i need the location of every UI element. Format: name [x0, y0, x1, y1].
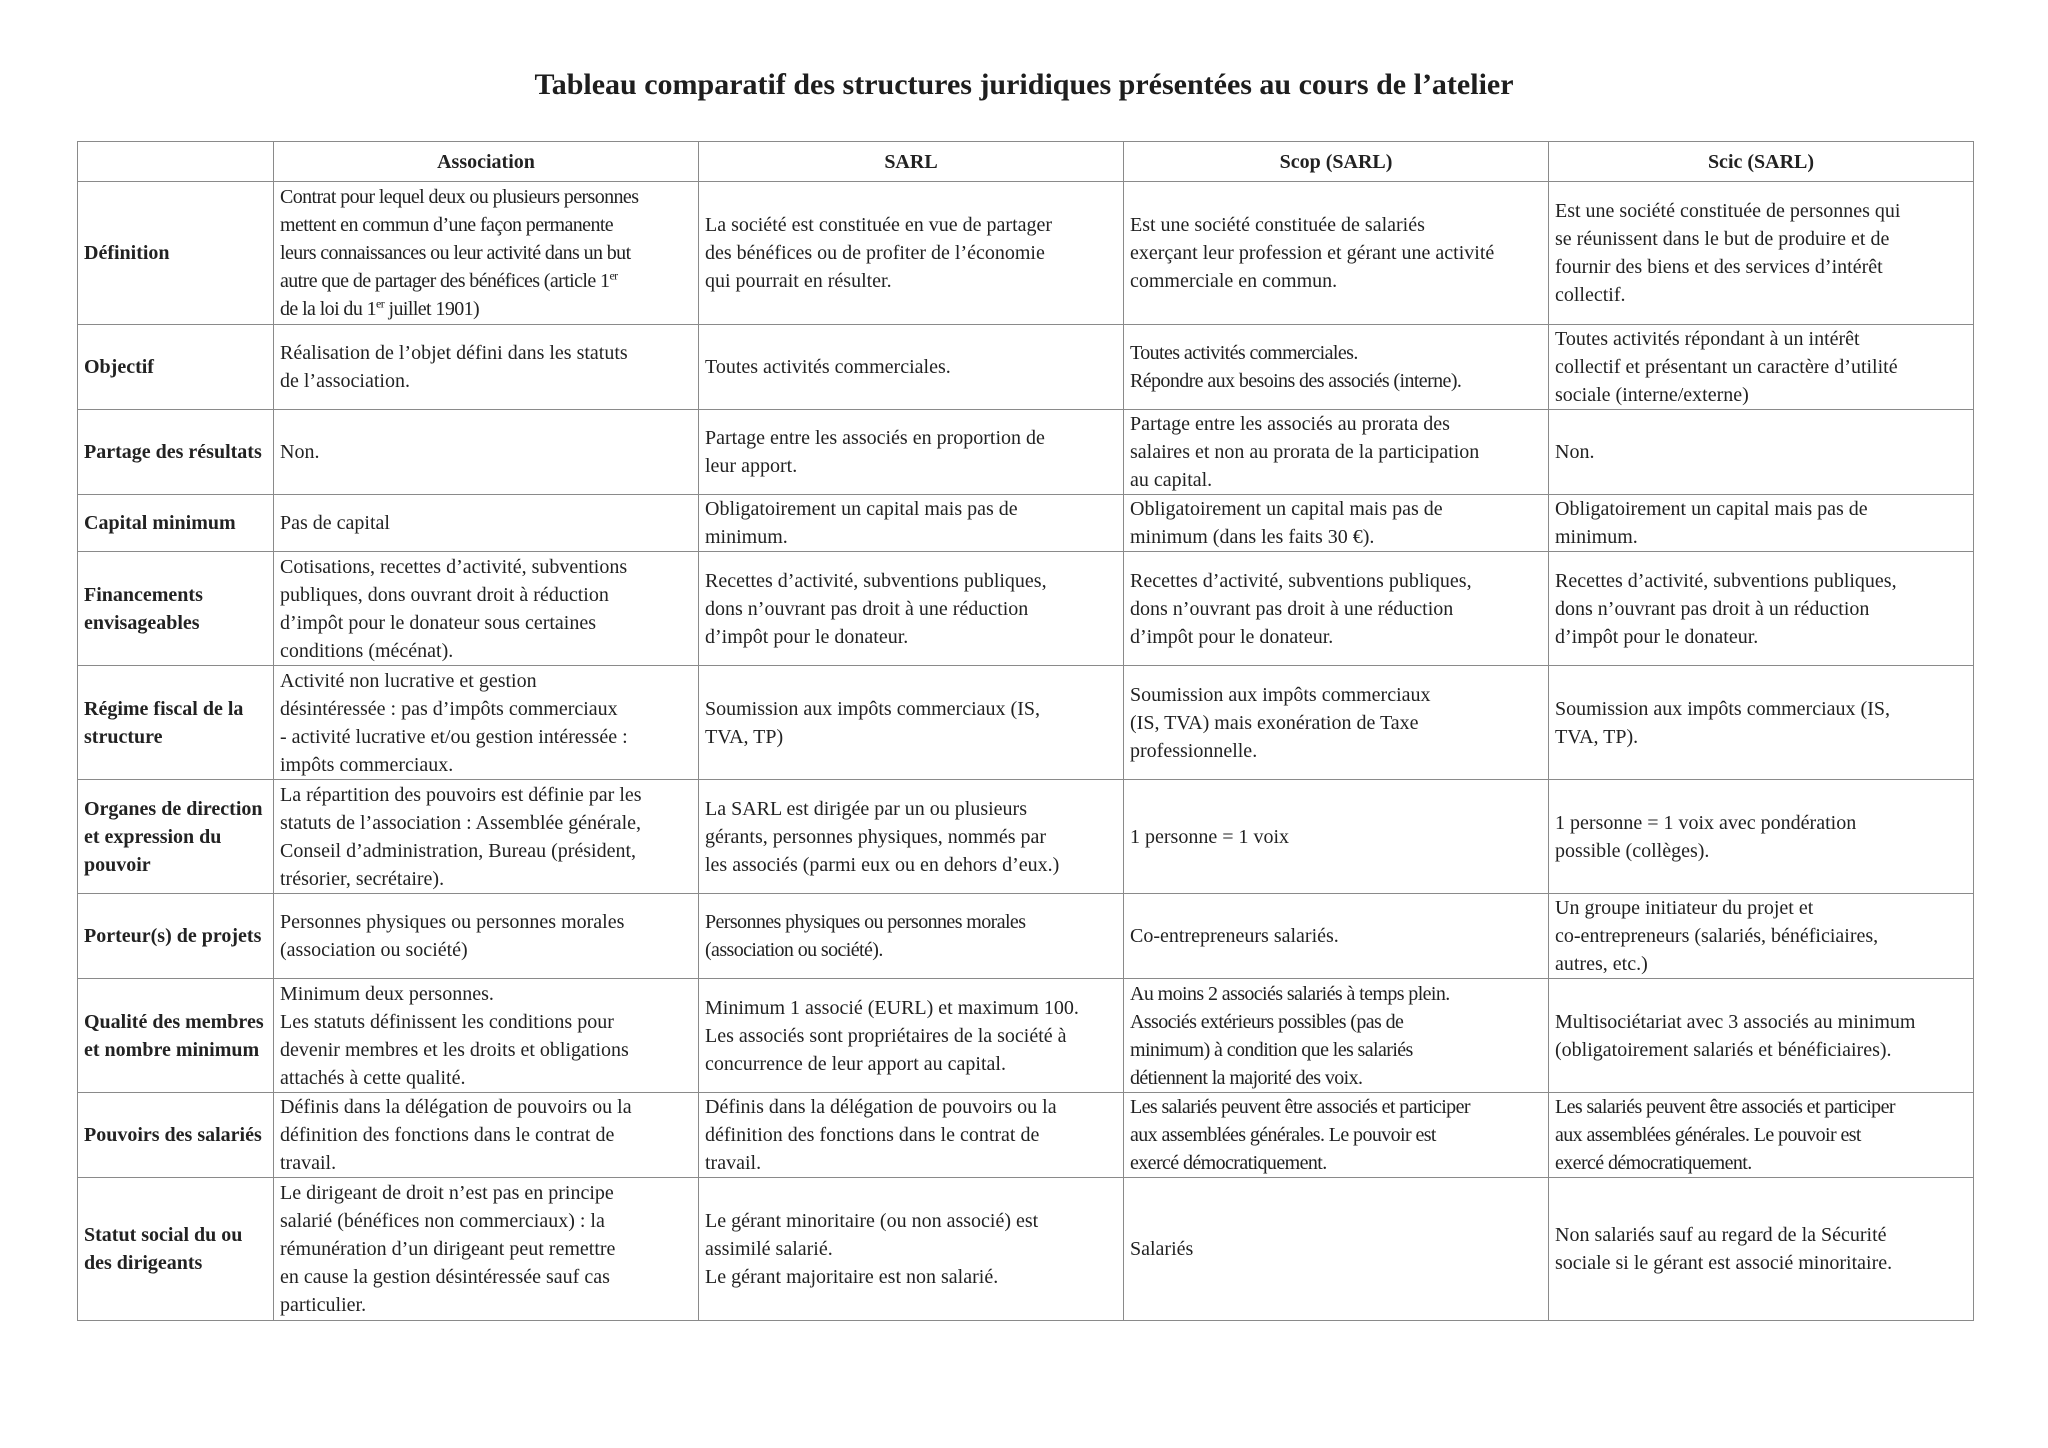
- cell-line: dons n’ouvrant pas droit à une réduction: [1130, 597, 1454, 620]
- cell-line: Obligatoirement un capital mais pas de: [1130, 498, 1443, 520]
- table-cell: [1124, 894, 1549, 979]
- row-label: Porteur(s) de projets: [78, 894, 274, 979]
- cell-line: concurrence de leur apport au capital.: [705, 1052, 1006, 1075]
- table-cell: [1124, 552, 1549, 666]
- table-cell: [1549, 325, 1974, 410]
- cell-line: Obligatoirement un capital mais pas de: [705, 498, 1018, 520]
- table-cell: [1124, 666, 1549, 780]
- page-title: Tableau comparatif des structures juridiques présentées au cours de l’atelier: [534, 68, 1514, 101]
- cell-line: Multisociétariat avec 3 associés au minimum: [1555, 1010, 1916, 1033]
- table-cell: [1124, 979, 1549, 1093]
- cell-line: fournir des biens et des services d’intérêt: [1555, 256, 1883, 278]
- table-cell: [274, 325, 699, 410]
- table-cell: [1124, 780, 1549, 894]
- cell-line: des bénéfices ou de profiter de l’économie: [705, 242, 1045, 264]
- table-cell: [699, 666, 1124, 780]
- table-cell: [1124, 325, 1549, 410]
- table-cell: [274, 1178, 699, 1321]
- cell-line: Non salariés sauf au regard de la Sécurité: [1555, 1224, 1887, 1246]
- cell-line: Soumission aux impôts commerciaux: [1130, 683, 1431, 706]
- cell-line: Activité non lucrative et gestion: [280, 669, 537, 692]
- cell-line: travail.: [705, 1152, 762, 1174]
- table-row: [78, 410, 1974, 495]
- table-cell: [1549, 666, 1974, 780]
- cell-line: Minimum 1 associé (EURL) et maximum 100.: [705, 996, 1079, 1019]
- table-cell: [699, 325, 1124, 410]
- row-label: Statut social du ou des dirigeants: [78, 1178, 274, 1321]
- cell-line: gérants, personnes physiques, nommés par: [705, 825, 1047, 848]
- cell-line: impôts commerciaux.: [280, 753, 454, 776]
- cell-line: de l’association.: [280, 370, 410, 392]
- cell-line: minimum.: [705, 526, 788, 548]
- table-cell: [274, 894, 699, 979]
- table-cell: [1549, 1093, 1974, 1178]
- cell-line: minimum.: [1555, 526, 1638, 548]
- cell-line: Les salariés peuvent être associés et participer: [1130, 1096, 1470, 1118]
- cell-line: rémunération d’un dirigeant peut remettre: [280, 1238, 616, 1260]
- table-row: [78, 552, 1974, 666]
- cell-line: conditions (mécénat).: [280, 639, 454, 662]
- cell-line: Recettes d’activité, subventions publiques,: [705, 569, 1047, 592]
- cell-line: Obligatoirement un capital mais pas de: [1555, 498, 1868, 520]
- table-cell: [1124, 410, 1549, 495]
- cell-line: 1 personne = 1 voix: [1130, 825, 1290, 848]
- cell-line: en cause la gestion désintéressée sauf cas: [280, 1266, 610, 1288]
- cell-line: dons n’ouvrant pas droit à une réduction: [705, 597, 1029, 620]
- table-row: [78, 1093, 1974, 1178]
- table-cell: [1549, 1178, 1974, 1321]
- table-cell: [1549, 979, 1974, 1093]
- table-cell: [699, 552, 1124, 666]
- cell-line: leurs connaissances ou leur activité dans un but: [280, 242, 631, 264]
- cell-line: de la loi du 1er juillet 1901): [280, 296, 480, 320]
- row-label: Pouvoirs des salariés: [78, 1093, 274, 1178]
- cell-line: détiennent la majorité des voix.: [1130, 1066, 1363, 1089]
- cell-line: définition des fonctions dans le contrat de: [705, 1124, 1040, 1146]
- cell-line: mettent en commun d’une façon permanente: [280, 214, 614, 236]
- cell-line: Toutes activités répondant à un intérêt: [1555, 328, 1860, 350]
- table-cell: [699, 894, 1124, 979]
- cell-line: commerciale en commun.: [1130, 270, 1338, 292]
- cell-line: Soumission aux impôts commerciaux (IS,: [1555, 697, 1890, 720]
- row-label: Financements envisageables: [78, 552, 274, 666]
- cell-line: minimum) à condition que les salariés: [1130, 1038, 1413, 1061]
- cell-line: Le gérant minoritaire (ou non associé) est: [705, 1210, 1039, 1232]
- table-row: [78, 1178, 1974, 1321]
- cell-line: Les statuts définissent les conditions pour: [280, 1010, 614, 1033]
- cell-line: Non.: [1555, 441, 1595, 463]
- cell-line: - activité lucrative et/ou gestion intéressée :: [280, 725, 628, 748]
- row-label: Organes de direction et expression du pouvoir: [78, 780, 274, 894]
- cell-line: professionnelle.: [1130, 739, 1258, 762]
- table-cell: [1549, 495, 1974, 552]
- table-row: [78, 894, 1974, 979]
- cell-line: autres, etc.): [1555, 953, 1648, 975]
- cell-line: Contrat pour lequel deux ou plusieurs personnes: [280, 186, 639, 208]
- cell-line: Personnes physiques ou personnes morales: [705, 911, 1026, 933]
- cell-line: La SARL est dirigée par un ou plusieurs: [705, 797, 1027, 820]
- table-row: [78, 325, 1974, 410]
- cell-line: Les associés sont propriétaires de la société à: [705, 1024, 1067, 1047]
- table-cell: [274, 979, 699, 1093]
- cell-line: leur apport.: [705, 455, 798, 477]
- cell-line: sociale (interne/externe): [1555, 384, 1749, 406]
- row-label: Partage des résultats: [78, 410, 274, 495]
- cell-line: (association ou société): [280, 939, 468, 961]
- cell-line: Soumission aux impôts commerciaux (IS,: [705, 697, 1040, 720]
- row-label: Définition: [78, 182, 274, 325]
- table-body: [78, 182, 1974, 1321]
- column-header: Association: [274, 142, 699, 182]
- cell-line: particulier.: [280, 1294, 367, 1316]
- cell-line: qui pourrait en résulter.: [705, 270, 892, 292]
- cell-line: Co-entrepreneurs salariés.: [1130, 925, 1339, 947]
- cell-line: d’impôt pour le donateur.: [705, 625, 909, 648]
- table-cell: [274, 410, 699, 495]
- cell-line: Partage entre les associés au prorata des: [1130, 413, 1450, 435]
- table-cell: [274, 495, 699, 552]
- table-row: [78, 182, 1974, 325]
- table-cell: [1549, 780, 1974, 894]
- table-row: [78, 666, 1974, 780]
- table-cell: [699, 410, 1124, 495]
- cell-line: assimilé salarié.: [705, 1238, 833, 1260]
- table-cell: [699, 495, 1124, 552]
- table-cell: [274, 552, 699, 666]
- table-cell: [274, 666, 699, 780]
- cell-line: devenir membres et les droits et obligations: [280, 1038, 629, 1061]
- row-label: Régime fiscal de la structure: [78, 666, 274, 780]
- cell-line: Minimum deux personnes.: [280, 982, 494, 1005]
- table-cell: [274, 182, 699, 325]
- cell-line: Le gérant majoritaire est non salarié.: [705, 1266, 999, 1288]
- cell-line: d’impôt pour le donateur sous certaines: [280, 611, 597, 634]
- cell-line: exercé démocratiquement.: [1130, 1152, 1327, 1174]
- cell-line: Associés extérieurs possibles (pas de: [1130, 1010, 1404, 1033]
- cell-line: statuts de l’association : Assemblée générale,: [280, 811, 642, 834]
- cell-line: (association ou société).: [705, 939, 883, 961]
- column-header: Scic (SARL): [1549, 142, 1974, 182]
- cell-line: Pas de capital: [280, 512, 390, 534]
- cell-line: publiques, dons ouvrant droit à réduction: [280, 583, 609, 606]
- cell-line: Recettes d’activité, subventions publiques,: [1130, 569, 1472, 592]
- header-corner: [78, 142, 274, 182]
- cell-line: Les salariés peuvent être associés et participer: [1555, 1096, 1895, 1118]
- cell-line: désintéressée : pas d’impôts commerciaux: [280, 697, 618, 720]
- table-row: [78, 495, 1974, 552]
- table-cell: [1549, 410, 1974, 495]
- table-cell: [274, 780, 699, 894]
- table-cell: [1549, 894, 1974, 979]
- table-cell: [1549, 182, 1974, 325]
- cell-line: attachés à cette qualité.: [280, 1066, 466, 1089]
- cell-line: aux assemblées générales. Le pouvoir est: [1555, 1124, 1861, 1146]
- table-cell: [1549, 552, 1974, 666]
- cell-line: aux assemblées générales. Le pouvoir est: [1130, 1124, 1436, 1146]
- table-cell: [1124, 495, 1549, 552]
- cell-line: sociale si le gérant est associé minoritaire.: [1555, 1252, 1893, 1274]
- cell-line: les associés (parmi eux ou en dehors d’eux.): [705, 853, 1060, 876]
- cell-line: co-entrepreneurs (salariés, bénéficiaires,: [1555, 925, 1879, 947]
- table-cell: [699, 780, 1124, 894]
- cell-line: Le dirigeant de droit n’est pas en principe: [280, 1182, 614, 1204]
- cell-line: collectif.: [1555, 284, 1626, 306]
- cell-line: La répartition des pouvoirs est définie par les: [280, 783, 642, 806]
- cell-line: Toutes activités commerciales.: [705, 356, 951, 378]
- cell-line: Conseil d’administration, Bureau (président,: [280, 839, 637, 862]
- table-cell: [1124, 182, 1549, 325]
- cell-line: se réunissent dans le but de produire et de: [1555, 228, 1890, 250]
- cell-line: au capital.: [1130, 469, 1213, 491]
- cell-line: trésorier, secrétaire).: [280, 867, 445, 890]
- cell-line: (obligatoirement salariés et bénéficiaires).: [1555, 1038, 1892, 1061]
- cell-line: Réalisation de l’objet défini dans les statuts: [280, 342, 628, 364]
- cell-line: possible (collèges).: [1555, 839, 1710, 862]
- cell-line: Partage entre les associés en proportion de: [705, 427, 1045, 449]
- table-cell: [1124, 1093, 1549, 1178]
- cell-line: Est une société constituée de salariés: [1130, 214, 1425, 236]
- cell-line: Recettes d’activité, subventions publiques,: [1555, 569, 1897, 592]
- cell-line: La société est constituée en vue de partager: [705, 214, 1053, 236]
- table-cell: [699, 1093, 1124, 1178]
- cell-line: Est une société constituée de personnes qui: [1555, 200, 1901, 222]
- cell-line: travail.: [280, 1152, 337, 1174]
- cell-line: Au moins 2 associés salariés à temps plein.: [1130, 982, 1450, 1005]
- cell-line: définition des fonctions dans le contrat de: [280, 1124, 615, 1146]
- cell-line: TVA, TP).: [1555, 725, 1639, 748]
- comparison-table: [77, 141, 1974, 1321]
- cell-line: Non.: [280, 441, 320, 463]
- row-label: Objectif: [78, 325, 274, 410]
- cell-line: Un groupe initiateur du projet et: [1555, 897, 1814, 919]
- table-row: [78, 780, 1974, 894]
- table-cell: [1124, 1178, 1549, 1321]
- cell-line: exerçant leur profession et gérant une activité: [1130, 242, 1495, 264]
- cell-line: minimum (dans les faits 30 €).: [1130, 526, 1375, 548]
- cell-line: Définis dans la délégation de pouvoirs ou la: [705, 1096, 1057, 1118]
- table-cell: [699, 182, 1124, 325]
- cell-line: Personnes physiques ou personnes morales: [280, 911, 625, 933]
- table-cell: [699, 1178, 1124, 1321]
- row-label: Qualité des membres et nombre minimum: [78, 979, 274, 1093]
- cell-line: collectif et présentant un caractère d’utilité: [1555, 356, 1898, 378]
- column-header: SARL: [699, 142, 1124, 182]
- table-row: [78, 979, 1974, 1093]
- cell-line: exercé démocratiquement.: [1555, 1152, 1752, 1174]
- cell-line: Définis dans la délégation de pouvoirs ou la: [280, 1096, 632, 1118]
- cell-line: dons n’ouvrant pas droit à un réduction: [1555, 597, 1870, 620]
- cell-line: TVA, TP): [705, 725, 784, 748]
- cell-line: Toutes activités commerciales.: [1130, 342, 1358, 364]
- cell-line: d’impôt pour le donateur.: [1555, 625, 1759, 648]
- row-label: Capital minimum: [78, 495, 274, 552]
- table-cell: [274, 1093, 699, 1178]
- column-header: Scop (SARL): [1124, 142, 1549, 182]
- cell-line: autre que de partager des bénéfices (article 1er: [280, 268, 618, 292]
- cell-line: Salariés: [1130, 1238, 1194, 1260]
- cell-line: 1 personne = 1 voix avec pondération: [1555, 811, 1857, 834]
- table-cell: [699, 979, 1124, 1093]
- cell-line: salaires et non au prorata de la participation: [1130, 441, 1480, 463]
- cell-line: Répondre aux besoins des associés (interne).: [1130, 370, 1462, 392]
- header-row: [78, 142, 1974, 182]
- cell-line: salarié (bénéfices non commerciaux) : la: [280, 1210, 605, 1232]
- cell-line: (IS, TVA) mais exonération de Taxe: [1130, 711, 1419, 734]
- cell-line: Cotisations, recettes d’activité, subventions: [280, 555, 628, 578]
- cell-line: d’impôt pour le donateur.: [1130, 625, 1334, 648]
